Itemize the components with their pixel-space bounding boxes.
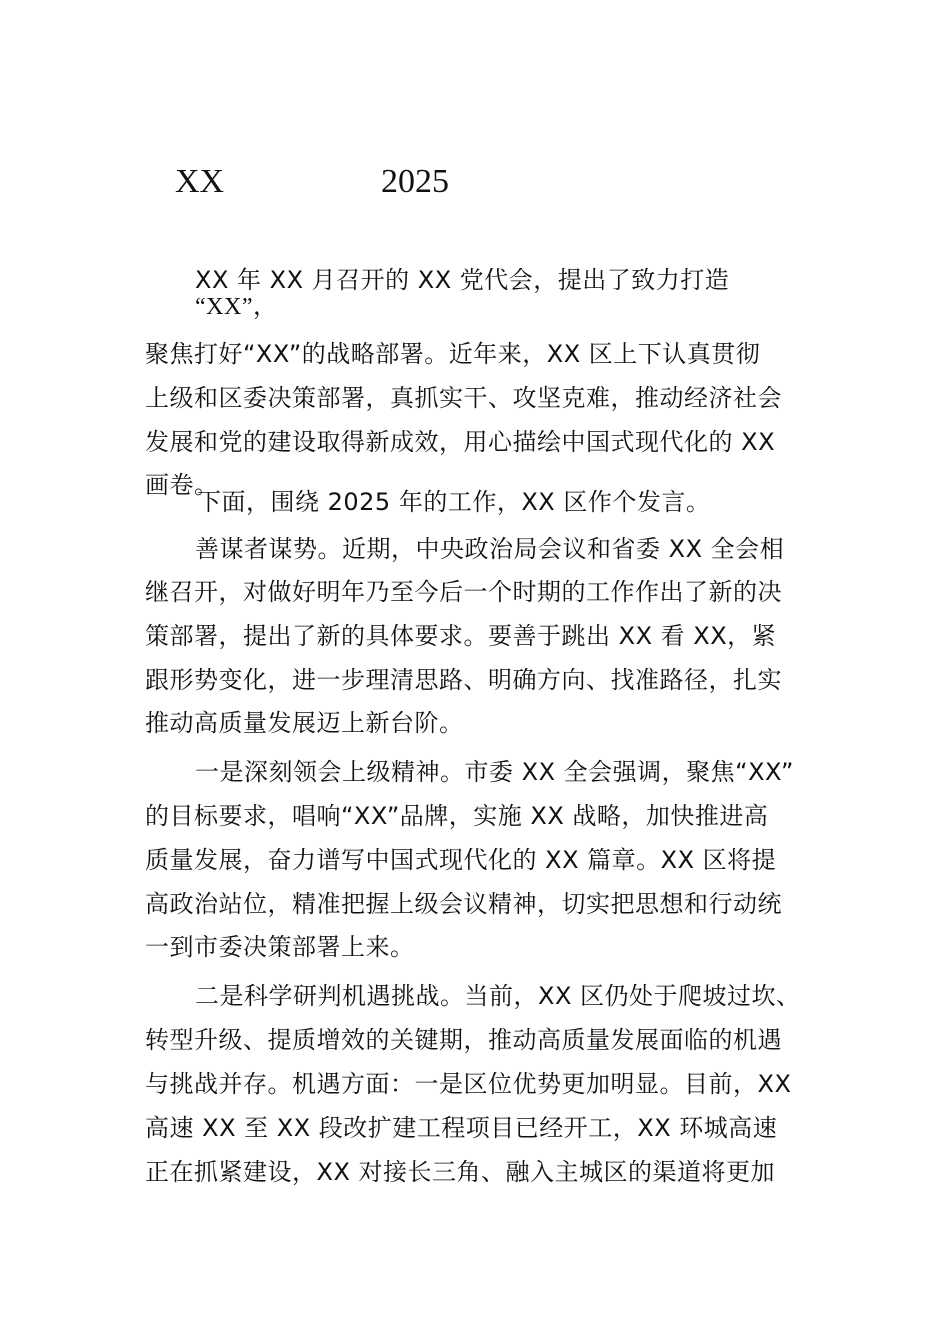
title-left: XX <box>175 163 225 200</box>
body-line: 转型升级、提质增效的关键期，推动高质量发展面临的机遇 <box>145 1026 782 1054</box>
body-line: 与挑战并存。机遇方面：一是区位优势更加明显。目前，XX <box>145 1070 792 1098</box>
body-line: 善谋者谋势。近期，中央政治局会议和省委 XX 全会相 <box>195 535 785 563</box>
body-line: 下面，围绕 2025 年的工作，XX 区作个发言。 <box>197 488 711 516</box>
body-line: 发展和党的建设取得新成效，用心描绘中国式现代化的 XX <box>145 428 776 456</box>
body-line: 正在抓紧建设，XX 对接长三角、融入主城区的渠道将更加 <box>145 1158 776 1186</box>
body-line: 策部署，提出了新的具体要求。要善于跳出 XX 看 XX，紧 <box>145 622 777 650</box>
body-line: “XX”， <box>195 294 278 320</box>
body-line: 二是科学研判机遇挑战。当前，XX 区仍处于爬坡过坎、 <box>195 982 801 1010</box>
body-line: 质量发展，奋力谱写中国式现代化的 XX 篇章。XX 区将提 <box>145 846 777 874</box>
body-line: 上级和区委决策部署，真抓实干、攻坚克难，推动经济社会 <box>145 384 782 412</box>
body-line: 跟形势变化，进一步理清思路、明确方向、找准路径，扎实 <box>145 666 782 694</box>
body-line: 推动高质量发展迈上新台阶。 <box>145 709 464 737</box>
body-line: XX 年 XX 月召开的 XX 党代会，提出了致力打造 <box>195 266 730 294</box>
body-line: 高政治站位，精准把握上级会议精神，切实把思想和行动统 <box>145 890 782 918</box>
title-year: 2025 <box>381 163 449 200</box>
body-line: 聚焦打好“XX”的战略部署。近年来，XX 区上下认真贯彻 <box>145 340 761 368</box>
body-line: 高速 XX 至 XX 段改扩建工程项目已经开工，XX 环城高速 <box>145 1114 778 1142</box>
body-line: 的目标要求，唱响“XX”品牌，实施 XX 战略，加快推进高 <box>145 802 769 830</box>
body-line: 画卷。 <box>145 471 219 499</box>
body-line: 一是深刻领会上级精神。市委 XX 全会强调，聚焦“XX” <box>195 758 794 786</box>
body-line: 一到市委决策部署上来。 <box>145 933 415 961</box>
body-line: 继召开，对做好明年乃至今后一个时期的工作作出了新的决 <box>145 578 782 606</box>
